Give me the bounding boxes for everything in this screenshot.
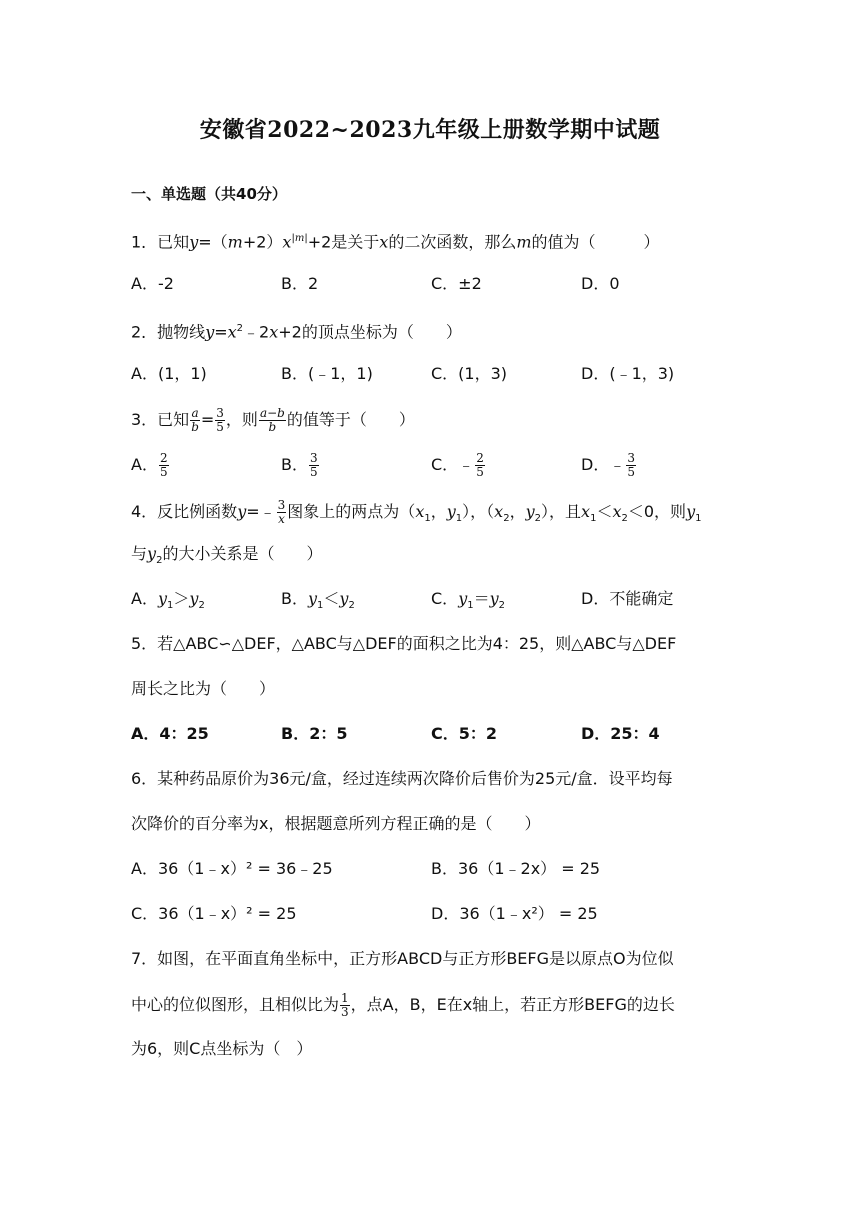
q1-option-c: C．±2 bbox=[431, 274, 482, 293]
question-3: 3．已知 $\frac{a}{b}$ = $\frac{3}{5}$ ，则 $\frac{a-b}{b}$ 的值等于（ ） bbox=[131, 406, 415, 434]
q1-option-a: A．-2 bbox=[131, 274, 174, 293]
q3-stem-a: 3．已知 bbox=[131, 410, 190, 429]
q2-stem: 2．抛物线 bbox=[131, 322, 206, 342]
q4-option-c: C．$y_1=y_2$ bbox=[431, 589, 506, 612]
q2-option-c: C．(1，3) bbox=[431, 364, 508, 383]
question-2: 2．抛物线$y=x^2﹣2x+2$的顶点坐标为（ ） bbox=[131, 322, 462, 342]
q4-line2: 的大小关系是（ ） bbox=[162, 544, 323, 563]
q6-option-a: A．36（1﹣x）² = 36﹣25 bbox=[131, 859, 333, 878]
question-7: 7．如图，在平面直角坐标中，正方形ABCD与正方形BEFG是以原点O为位似 bbox=[131, 949, 674, 968]
q4-stem-e: ，则 bbox=[654, 502, 687, 521]
q1-stem-c: 的二次函数，那么 bbox=[388, 232, 517, 252]
question-1: 1．已知$y=(m+2)x^{|m|}+2$是关于x的二次函数，那么m的值为（ ） bbox=[131, 232, 660, 252]
q2-option-b: B．(﹣1，1) bbox=[281, 364, 373, 383]
q4-stem-c: ），（ bbox=[462, 502, 495, 521]
q2-stem-b: 的顶点坐标为（ ） bbox=[301, 322, 462, 342]
q6-option-c: C．36（1﹣x）² = 25 bbox=[131, 904, 297, 923]
q5-option-b: B．2：5 bbox=[281, 724, 348, 743]
q4-stem-b: 图象上的两点为（ bbox=[287, 502, 416, 521]
question-6-line2: 次降价的百分率为x，根据题意所列方程正确的是（ ） bbox=[131, 814, 541, 833]
q2-option-d: D．(﹣1，3) bbox=[581, 364, 675, 383]
q1-stem-b: 是关于 bbox=[331, 232, 380, 252]
question-5: 5．若△ABC∽△DEF，△ABC与△DEF的面积之比为4：25，则△ABC与△DEF bbox=[131, 634, 677, 653]
q1-option-b: B．2 bbox=[281, 274, 319, 293]
q4-option-a: A．$y_1>y_2$ bbox=[131, 589, 205, 612]
q5-option-c: C．5：2 bbox=[431, 724, 498, 743]
q5-option-d: D．25：4 bbox=[581, 724, 660, 743]
question-7-line2: 中心的位似图形，且相似比为 $\frac{1}{3}$ ，点A，B，E在x轴上，若正方形BEFG的边长 bbox=[131, 991, 675, 1019]
q3-option-d: D．﹣ $\frac{3}{5}$ bbox=[581, 451, 635, 479]
q3-stem-c: 的值等于（ ） bbox=[286, 410, 415, 429]
q4-stem-a: 4．反比例函数 bbox=[131, 502, 238, 521]
q6-option-d: D．36（1﹣x²） = 25 bbox=[431, 904, 598, 923]
question-4: 4．反比例函数y=﹣ $\frac{3}{x}$ 图象上的两点为（$x_1$，$y_1$），（$x_2$，$y_2$），且$x_1<x_2<0$，则$y_1$ bbox=[131, 498, 702, 526]
section-heading: 一、单选题（共40分） bbox=[131, 185, 287, 203]
question-4-line2: 与$y_2$的大小关系是（ ） bbox=[131, 544, 323, 567]
q4-stem-d: ），且 bbox=[541, 502, 582, 521]
q3-option-a: A． $\frac{2}{5}$ bbox=[131, 451, 168, 479]
q5-option-a: A．4：25 bbox=[131, 724, 209, 743]
q1-option-d: D．0 bbox=[581, 274, 620, 293]
q6-option-b: B．36（1﹣2x） = 25 bbox=[431, 859, 601, 878]
q2-option-a: A．(1，1) bbox=[131, 364, 207, 383]
q3-option-b: B． $\frac{3}{5}$ bbox=[281, 451, 318, 479]
question-5-line2: 周长之比为（ ） bbox=[131, 679, 276, 698]
q3-option-c: C．﹣ $\frac{2}{5}$ bbox=[431, 451, 484, 479]
q1-stem-a: 1．已知 bbox=[131, 232, 190, 252]
q4-option-b: B．$y_1<y_2$ bbox=[281, 589, 355, 612]
q1-stem-d: 的值为（ ） bbox=[531, 232, 660, 252]
q3-stem-b: ，则 bbox=[225, 410, 258, 429]
question-6: 6．某种药品原价为36元/盒，经过连续两次降价后售价为25元/盒．设平均每 bbox=[131, 769, 673, 788]
q4-option-d: D．不能确定 bbox=[581, 589, 674, 608]
page-title: 安徽省2022~2023九年级上册数学期中试题 bbox=[199, 117, 661, 143]
question-7-line3: 为6，则C点坐标为（ ） bbox=[131, 1039, 313, 1058]
